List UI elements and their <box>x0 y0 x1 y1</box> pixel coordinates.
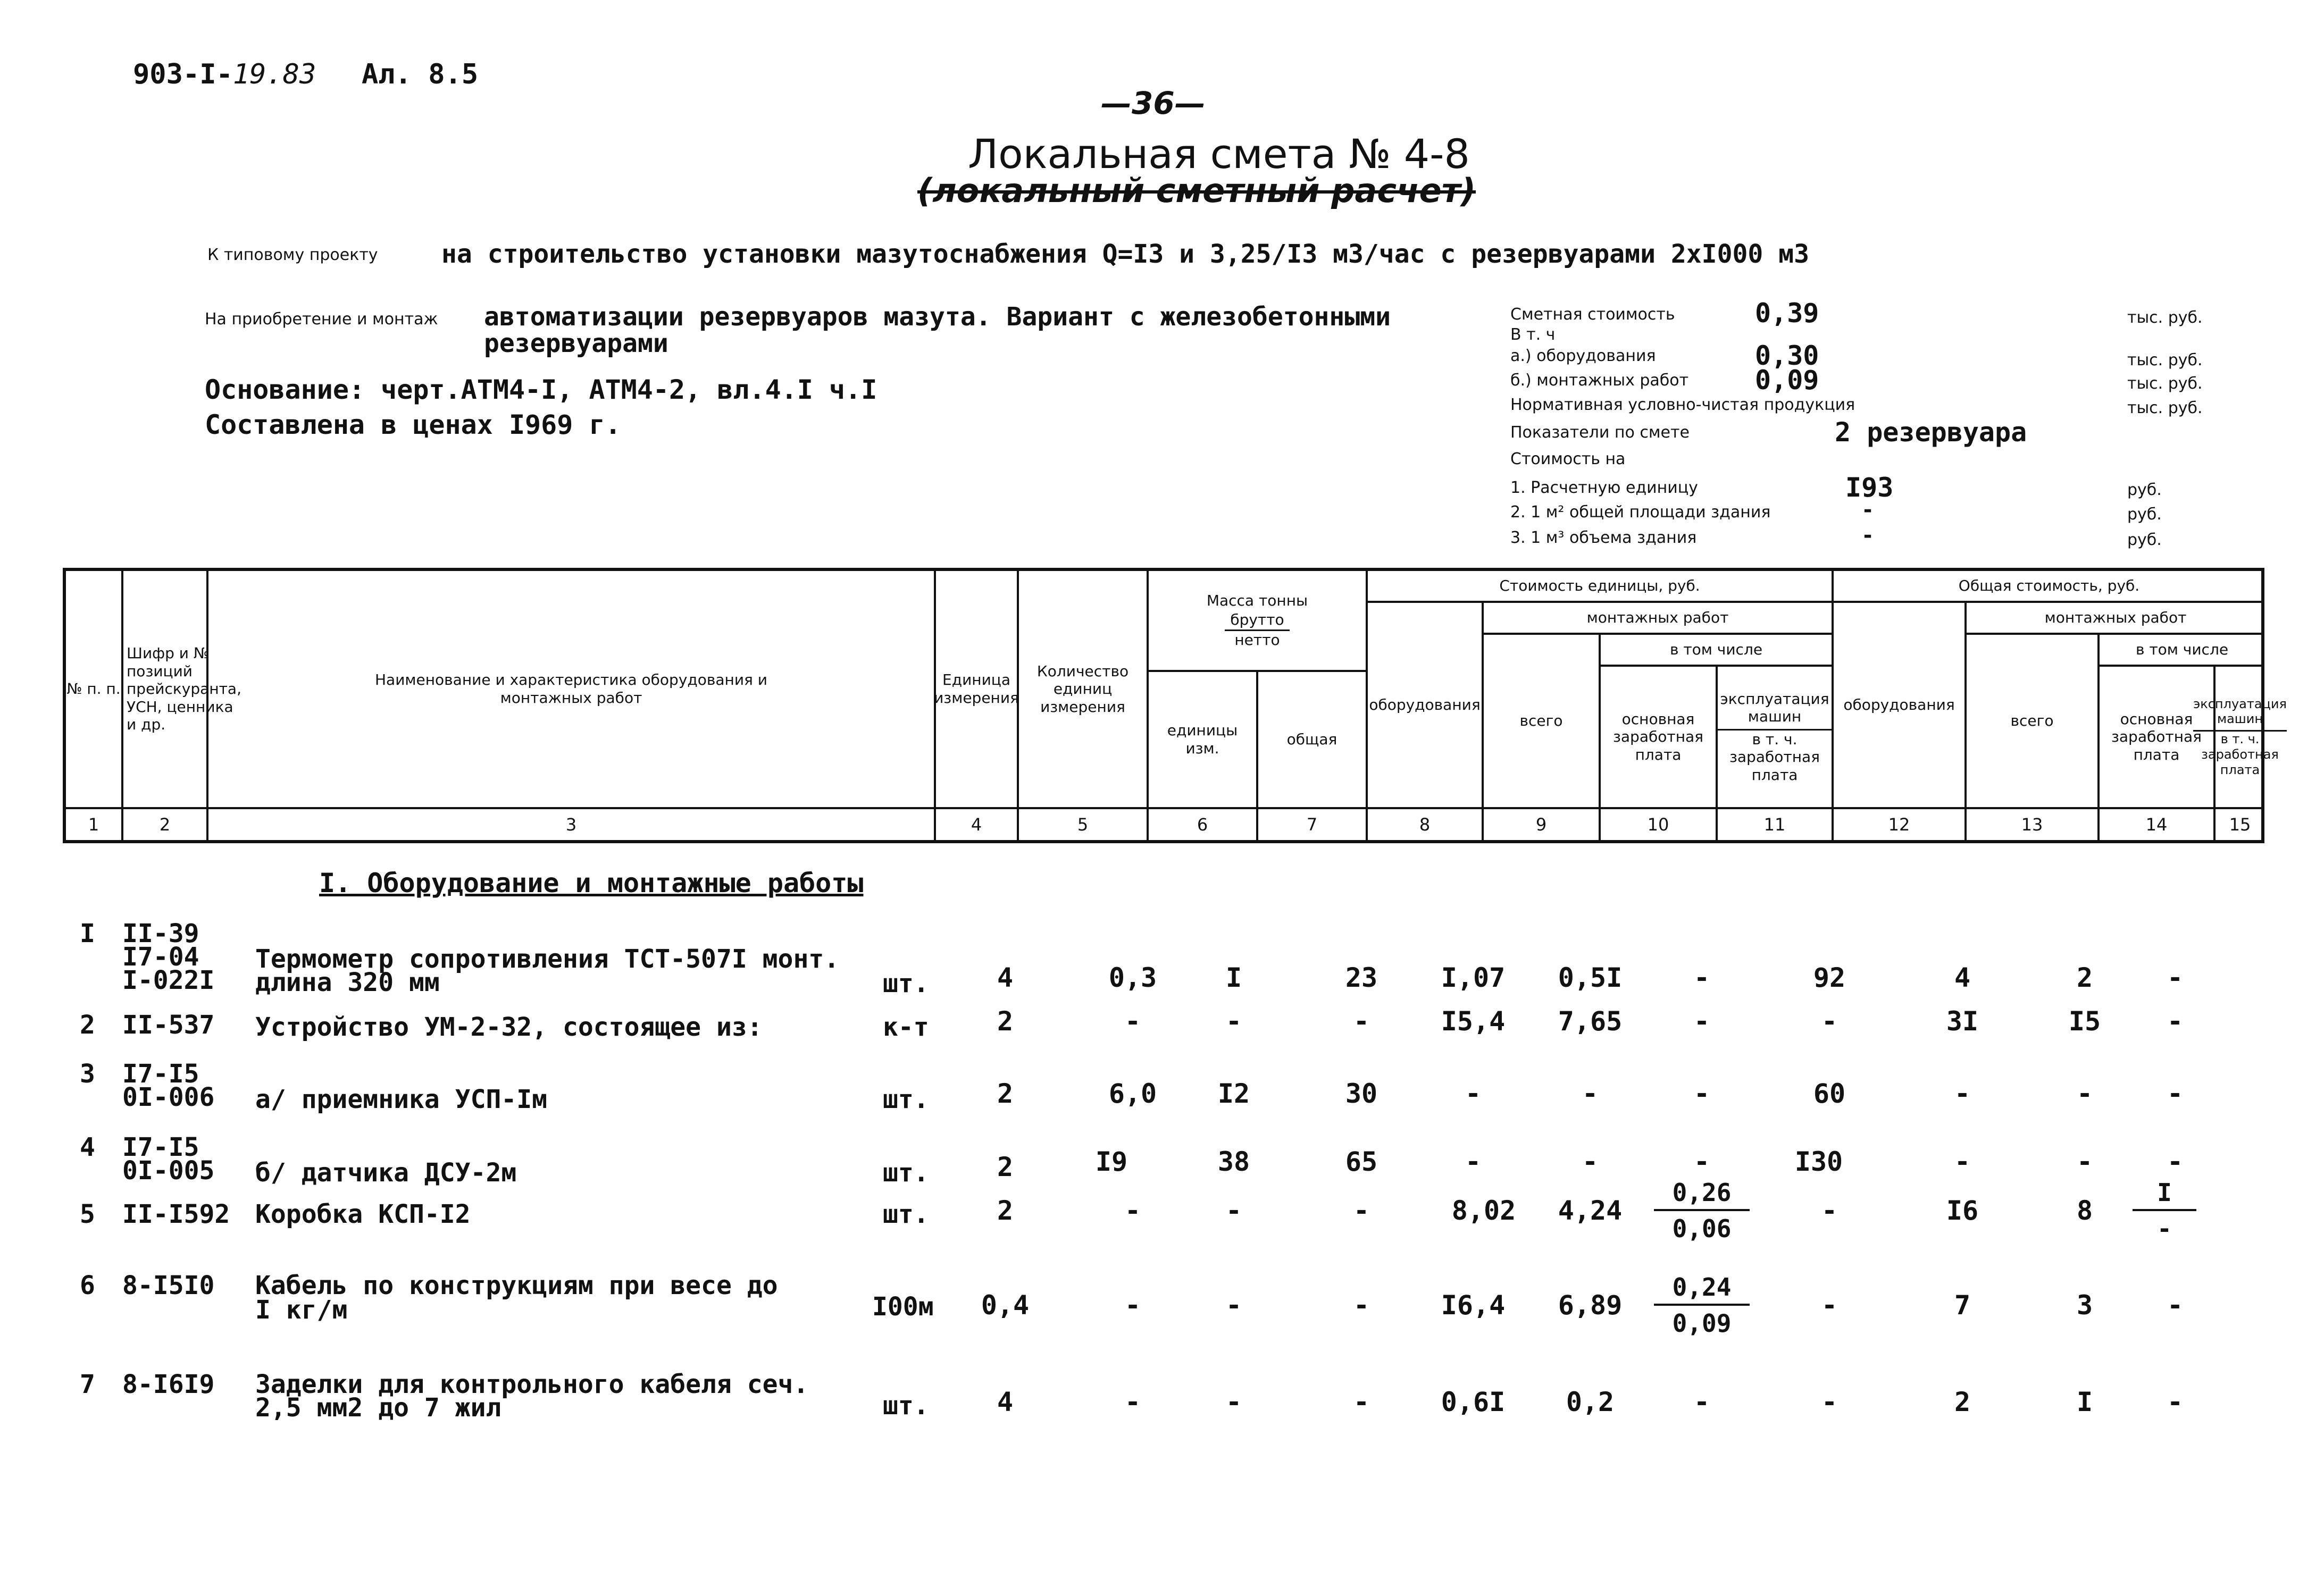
page-subtitle: (локальный сметный расчет) <box>917 171 1476 210</box>
code-prefix: 903-I- <box>133 58 233 90</box>
row-total-equipment: - <box>1821 1387 1838 1417</box>
table-header <box>63 568 2287 843</box>
col-header-11: эксплуатация машин в т. ч. заработная плата <box>1718 667 1834 809</box>
row-name: Коробка КСП-I2 <box>255 1199 471 1229</box>
row-qty: 2 <box>997 1078 1014 1109</box>
row-total-machines: - <box>2167 1146 2184 1177</box>
massa-header: Масса тонны брутто нетто <box>1149 571 1368 672</box>
row-mass-unit: I9 <box>1095 1146 1128 1177</box>
na-text-2: резервуарами <box>484 329 668 358</box>
oborud-label: а.) оборудования <box>1510 347 1656 365</box>
row-total-equipment: - <box>1821 1290 1838 1321</box>
obsh-header: Общая стоимость, руб. <box>1834 571 2264 603</box>
na-text-1: автоматизации резервуаров мазута. Вариант с железобетонными <box>484 302 1391 332</box>
row-total-install: 4 <box>1954 962 1971 993</box>
unit-rub-3: руб. <box>2127 531 2162 549</box>
row-total-equipment: - <box>1821 1195 1838 1226</box>
row-equipment-cost: 65 <box>1345 1146 1378 1177</box>
row-unit: шт. <box>883 1391 929 1421</box>
ed-value: I93 <box>1845 472 1894 503</box>
ed-label: 1. Расчетную единицу <box>1510 478 1698 497</box>
row-install-total: 0,6I <box>1441 1387 1506 1417</box>
osnovanie: Основание: черт.АТМ4-I, АТМ4-2, вл.4.I ч.I <box>205 374 877 405</box>
col-header-1: № п. п. <box>66 571 123 809</box>
row-wage: - <box>1582 1146 1599 1177</box>
row-install-total: - <box>1465 1146 1482 1177</box>
row-name: Кабель по конструкциям при весе до <box>255 1271 778 1300</box>
row-name: Термометр сопротивления ТСТ-507I монт. <box>255 944 840 974</box>
row-total-machines: - <box>2167 1006 2184 1037</box>
row-mass-total: - <box>1225 1195 1242 1226</box>
row-name: I кг/м <box>255 1295 348 1325</box>
row-code: 0I-006 <box>122 1082 215 1112</box>
k-label: К типовому проекту <box>207 246 378 264</box>
machines-cost: 0,26 <box>1654 1178 1750 1211</box>
row-number: 3 <box>80 1059 95 1089</box>
row-machines: - <box>1693 1387 1710 1417</box>
row-code: I-022I <box>122 965 215 995</box>
row-total-wage: I5 <box>2068 1006 2101 1037</box>
col-header-4: Единица измерения <box>936 571 1019 809</box>
row-total-equipment: 60 <box>1813 1078 1846 1109</box>
total-machines-cost: I <box>2133 1178 2196 1211</box>
col-header-8: оборудования <box>1368 603 1484 809</box>
row-mass-unit: - <box>1124 1387 1141 1417</box>
col-num-15: 15 <box>2229 814 2251 835</box>
col-num-4: 4 <box>936 809 1019 840</box>
row-install-total: I5,4 <box>1441 1006 1506 1037</box>
row-total-machines: - <box>2167 1290 2184 1321</box>
montazh2-header: монтажных работ <box>1967 603 2264 635</box>
col-header-15: эксплуатация машин в т. ч. заработная плата <box>2216 667 2264 809</box>
row-unit: I00м <box>872 1292 934 1322</box>
row-mass-total: - <box>1225 1290 1242 1321</box>
total-machines-wage: - <box>2157 1214 2172 1243</box>
row-mass-total: - <box>1225 1387 1242 1417</box>
montazh-value: 0,09 <box>1755 365 1819 396</box>
ploshad-label: 2. 1 м² общей площади здания <box>1510 503 1771 522</box>
col-header-3: Наименование и характеристика оборудования и монтажных работ <box>208 571 936 809</box>
row-wage: 6,89 <box>1558 1290 1623 1321</box>
row-total-wage: 3 <box>2076 1290 2093 1321</box>
row-code: 0I-005 <box>122 1156 215 1186</box>
row-code: I7-I5 <box>122 1059 199 1089</box>
row-name: б/ датчика ДСУ-2м <box>255 1158 517 1188</box>
row-qty: 0,4 <box>981 1290 1030 1321</box>
col-header-2: Шифр и № позиций прейскуранта, УСН, ценника и др. <box>123 571 208 809</box>
row-machines-fraction <box>1654 1178 1750 1243</box>
document-code <box>133 58 316 90</box>
vtom-header: в том числе <box>1601 635 1834 667</box>
k-text: на строительство установки мазутоснабжения Q=I3 и 3,25/I3 м3/час с резервуарами 2хI000 м3 <box>441 239 1809 269</box>
col-header-6: единицы изм. <box>1149 672 1258 809</box>
stoim-label: Стоимость на <box>1510 450 1626 468</box>
obem-label: 3. 1 м³ объема здания <box>1510 528 1697 547</box>
page-title: Локальная смета № 4-8 <box>968 130 1470 178</box>
row-unit: шт. <box>883 969 929 998</box>
row-total-machines-fraction <box>2133 1178 2196 1243</box>
pokaz-label: Показатели по смете <box>1510 423 1690 442</box>
row-total-install: - <box>1954 1146 1971 1177</box>
machines-cost: 0,24 <box>1654 1273 1750 1306</box>
unit-tys-4: тыс. руб. <box>2127 399 2203 417</box>
row-unit: шт. <box>883 1158 929 1188</box>
row-total-wage: 2 <box>2076 962 2093 993</box>
stoim-ed-header: Стоимость единицы, руб. <box>1368 571 1834 603</box>
row-equipment-cost: - <box>1353 1387 1370 1417</box>
montazh-header: монтажных работ <box>1484 603 1834 635</box>
row-total-equipment: I30 <box>1794 1146 1843 1177</box>
vtch-label: В т. ч <box>1510 325 1556 344</box>
row-code: II-39 <box>122 919 199 948</box>
row-unit: шт. <box>883 1085 929 1114</box>
row-equipment-cost: - <box>1353 1290 1370 1321</box>
row-total-install: I6 <box>1946 1195 1979 1226</box>
na-label: На приобретение и монтаж <box>205 310 438 329</box>
row-code: 8-I6I9 <box>122 1370 215 1399</box>
section-title: I. Оборудование и монтажные работы <box>319 868 864 899</box>
col-num-9: 9 <box>1484 809 1601 840</box>
row-total-equipment: - <box>1821 1006 1838 1037</box>
row-wage: - <box>1582 1078 1599 1109</box>
row-mass-unit: - <box>1124 1290 1141 1321</box>
col-header-5: Количество единиц измерения <box>1019 571 1149 809</box>
col-num-7: 7 <box>1258 809 1368 840</box>
pokaz-value: 2 резервуара <box>1835 417 2027 448</box>
row-unit: к-т <box>883 1012 929 1042</box>
row-mass-unit: 0,3 <box>1108 962 1157 993</box>
row-equipment-cost: - <box>1353 1195 1370 1226</box>
col-num-6: 6 <box>1149 809 1258 840</box>
row-total-equipment: 92 <box>1813 962 1846 993</box>
row-name: Заделки для контрольного кабеля сеч. <box>255 1370 809 1399</box>
row-total-install: 7 <box>1954 1290 1971 1321</box>
unit-tys-3: тыс. руб. <box>2127 374 2203 393</box>
vtom2-header: в том числе <box>2100 635 2264 667</box>
row-qty: 4 <box>997 1387 1014 1417</box>
code-handwritten: 19.83 <box>232 58 316 90</box>
unit-rub-2: руб. <box>2127 505 2162 524</box>
row-unit: шт. <box>883 1199 929 1229</box>
row-install-total: I6,4 <box>1441 1290 1506 1321</box>
row-code: 8-I5I0 <box>122 1271 215 1300</box>
col-header-13: всего <box>1967 635 2100 809</box>
row-machines: - <box>1693 962 1710 993</box>
col-num-10: 10 <box>1601 809 1718 840</box>
norm-label: Нормативная условно-чистая продукция <box>1510 396 1855 414</box>
col-header-14: основная заработная плата <box>2100 667 2216 809</box>
row-code: II-537 <box>122 1010 215 1040</box>
row-wage: 0,2 <box>1566 1387 1615 1417</box>
row-mass-unit: - <box>1124 1006 1141 1037</box>
col-header-12: оборудования <box>1834 603 1967 809</box>
ploshad-value: - <box>1861 498 1875 522</box>
col-num-2: 2 <box>123 809 208 840</box>
row-machines: - <box>1693 1078 1710 1109</box>
row-total-install: 2 <box>1954 1387 1971 1417</box>
row-qty: 2 <box>997 1006 1014 1037</box>
album-number: Ал. 8.5 <box>362 58 479 90</box>
col-num-1: 1 <box>66 809 123 840</box>
row-qty: 2 <box>997 1152 1014 1182</box>
row-code: II-I592 <box>122 1199 230 1229</box>
col-num-5: 5 <box>1019 809 1149 840</box>
row-number: 5 <box>80 1199 95 1229</box>
row-mass-unit: 6,0 <box>1108 1078 1157 1109</box>
col-num-8: 8 <box>1368 809 1484 840</box>
col-header-10: основная заработная плата <box>1601 667 1718 809</box>
machines-wage: 0,06 <box>1672 1214 1732 1243</box>
sostavlena: Составлена в ценах I969 г. <box>205 409 621 440</box>
row-total-wage: - <box>2076 1078 2093 1109</box>
row-install-total: 8,02 <box>1451 1195 1516 1226</box>
col-num-13: 13 <box>1967 809 2100 840</box>
row-total-install: 3I <box>1946 1006 1979 1037</box>
row-mass-total: I2 <box>1217 1078 1250 1109</box>
row-name: 2,5 мм2 до 7 жил <box>255 1393 501 1423</box>
row-number: 2 <box>80 1010 95 1040</box>
row-mass-total: 38 <box>1217 1146 1250 1177</box>
row-install-total: - <box>1465 1078 1482 1109</box>
smetnaya-label: Сметная стоимость <box>1510 305 1675 324</box>
row-qty: 4 <box>997 962 1014 993</box>
row-total-wage: I <box>2076 1387 2093 1417</box>
row-machines: - <box>1693 1146 1710 1177</box>
col-header-7: общая <box>1258 672 1368 809</box>
montazh-label: б.) монтажных работ <box>1510 371 1689 390</box>
machines-wage: 0,09 <box>1672 1309 1732 1338</box>
row-number: 6 <box>80 1271 95 1300</box>
row-wage: 0,5I <box>1558 962 1623 993</box>
col-num-14: 14 <box>2100 809 2216 840</box>
row-install-total: I,07 <box>1441 962 1506 993</box>
row-code: I7-04 <box>122 942 199 972</box>
row-name: Устройство УМ-2-32, состоящее из: <box>255 1012 763 1042</box>
row-total-install: - <box>1954 1078 1971 1109</box>
row-total-machines: - <box>2167 1078 2184 1109</box>
row-equipment-cost: - <box>1353 1006 1370 1037</box>
row-name: а/ приемника УСП-Iм <box>255 1085 548 1114</box>
row-wage: 7,65 <box>1558 1006 1623 1037</box>
col-num-12: 12 <box>1834 809 1967 840</box>
row-equipment-cost: 23 <box>1345 962 1378 993</box>
row-total-machines: - <box>2167 1387 2184 1417</box>
oborud-value: 0,30 <box>1755 340 1819 371</box>
row-wage: 4,24 <box>1558 1195 1623 1226</box>
row-total-machines: - <box>2167 962 2184 993</box>
row-equipment-cost: 30 <box>1345 1078 1378 1109</box>
unit-tys-1: тыс. руб. <box>2127 308 2203 327</box>
row-machines: - <box>1693 1006 1710 1037</box>
smetnaya-value: 0,39 <box>1755 298 1819 329</box>
row-total-wage: - <box>2076 1146 2093 1177</box>
unit-rub-1: руб. <box>2127 481 2162 499</box>
row-total-wage: 8 <box>2076 1195 2093 1226</box>
obem-value: - <box>1861 523 1875 548</box>
row-mass-total: - <box>1225 1006 1242 1037</box>
col-num-3: 3 <box>208 809 936 840</box>
row-qty: 2 <box>997 1195 1014 1226</box>
row-name: длина 320 мм <box>255 968 440 997</box>
unit-tys-2: тыс. руб. <box>2127 351 2203 370</box>
row-mass-total: I <box>1225 962 1242 993</box>
col-num-11: 11 <box>1718 809 1834 840</box>
page-number: —36— <box>1101 85 1206 121</box>
row-machines-fraction <box>1654 1273 1750 1338</box>
col-header-9: всего <box>1484 635 1601 809</box>
row-number: 4 <box>80 1132 95 1162</box>
row-number: 7 <box>80 1370 95 1399</box>
row-code: I7-I5 <box>122 1132 199 1162</box>
row-mass-unit: - <box>1124 1195 1141 1226</box>
row-number: I <box>80 919 95 948</box>
